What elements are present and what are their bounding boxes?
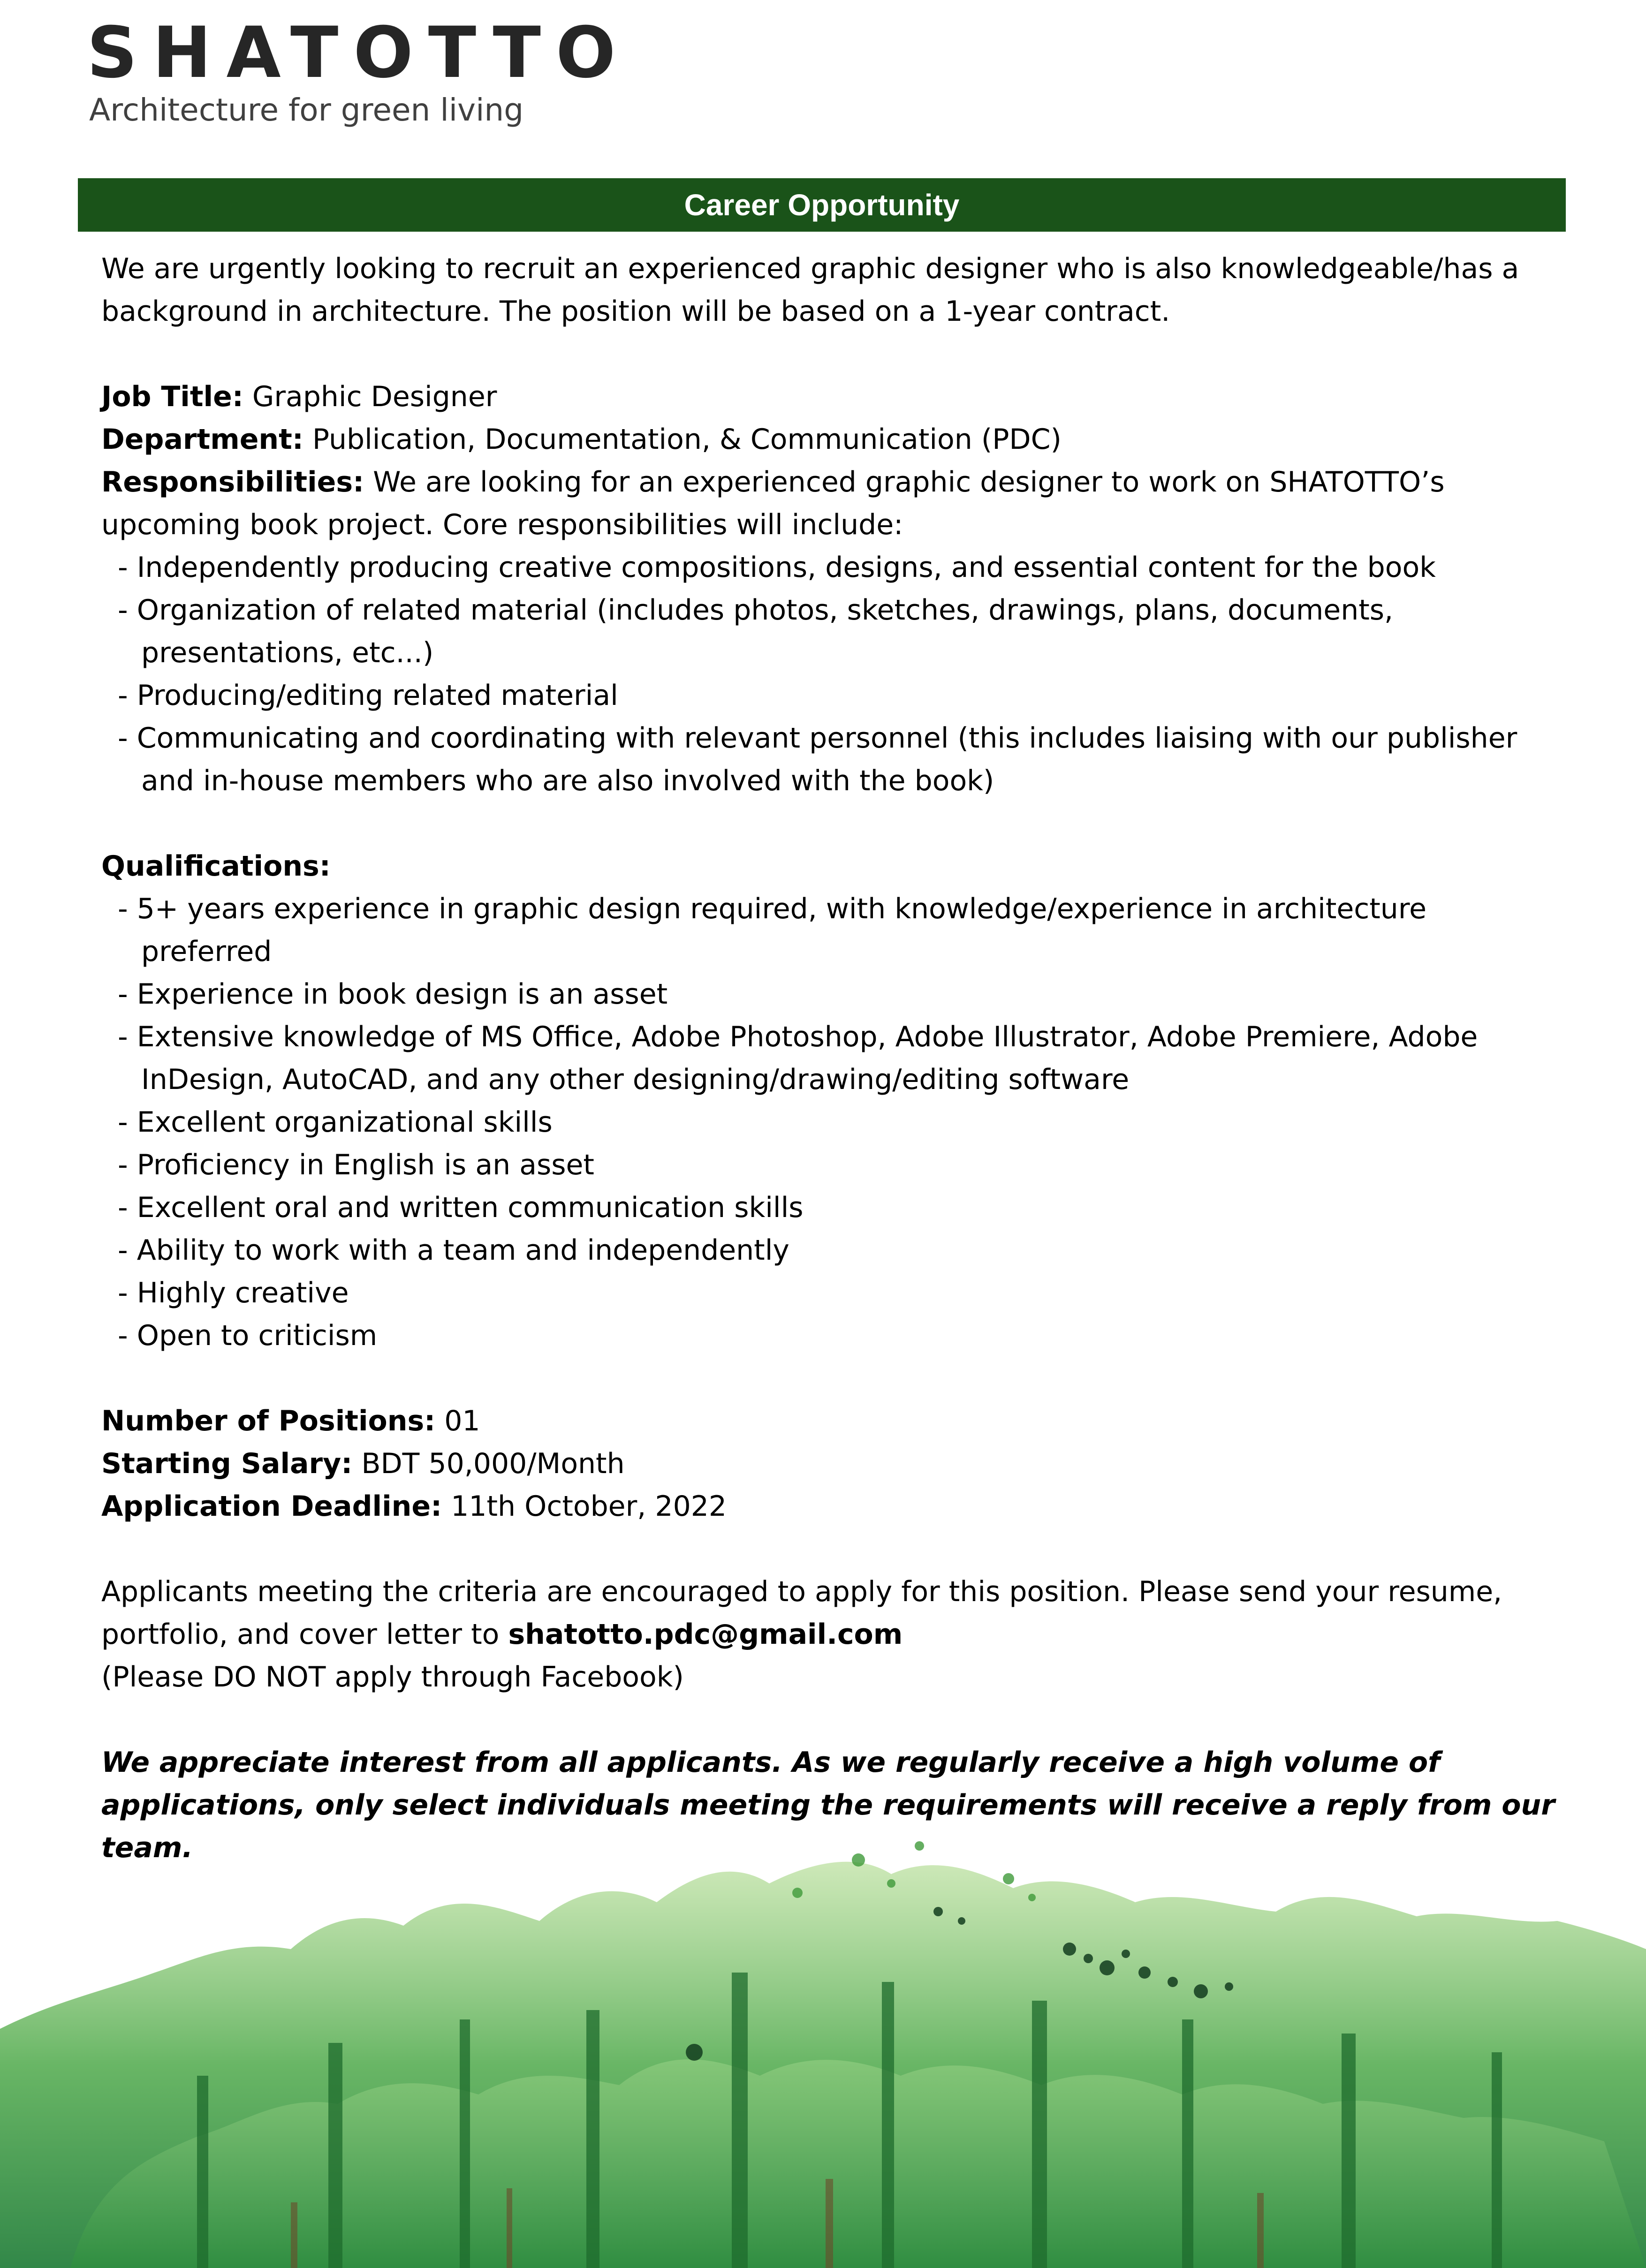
job-title-label: Job Title: bbox=[101, 380, 243, 413]
closing-statement: We appreciate interest from all applicants. As we regularly receive a high volume of applications, only select individuals meeting the requirements will receive a reply from our team. bbox=[101, 1746, 1555, 1864]
responsibilities-intro: We are looking for an experienced graphic designer to work on SHATOTTO’s upcoming book project. Core responsibilities will include: bbox=[101, 466, 1445, 541]
salary-label: Starting Salary: bbox=[101, 1447, 353, 1480]
list-item: - Proficiency in English is an asset bbox=[118, 1149, 594, 1181]
list-item: - Highly creative bbox=[118, 1277, 349, 1309]
career-banner: Career Opportunity bbox=[78, 178, 1566, 232]
responsibilities-list bbox=[101, 546, 1565, 802]
positions-value: 01 bbox=[444, 1405, 480, 1437]
intro-paragraph: We are urgently looking to recruit an experienced graphic designer who is also knowledgeable/has a background in architecture. The position will be based on a 1-year contract. bbox=[101, 252, 1519, 328]
apply-note: (Please DO NOT apply through Facebook) bbox=[101, 1661, 684, 1693]
salary-value: BDT 50,000/Month bbox=[361, 1447, 625, 1480]
qualifications-heading: Qualifications: bbox=[101, 850, 331, 883]
positions-line bbox=[101, 1400, 1565, 1443]
list-item: - Independently producing creative compositions, designs, and essential content for the book bbox=[118, 551, 1436, 584]
job-title-value: Graphic Designer bbox=[252, 380, 497, 413]
deadline-value: 11th October, 2022 bbox=[451, 1490, 727, 1523]
list-item: - 5+ years experience in graphic design required, with knowledge/experience in architecture preferred bbox=[118, 892, 1427, 968]
deadline-line bbox=[101, 1485, 1565, 1528]
responsibilities-label: Responsibilities: bbox=[101, 466, 364, 499]
job-posting-body bbox=[101, 248, 1565, 1869]
list-item: - Producing/editing related material bbox=[118, 679, 618, 712]
salary-line bbox=[101, 1443, 1565, 1485]
list-item: - Excellent oral and written communication skills bbox=[118, 1191, 804, 1224]
responsibilities-line bbox=[101, 461, 1565, 546]
qualifications-list bbox=[101, 888, 1565, 1357]
apply-text: Applicants meeting the criteria are encouraged to apply for this position. Please send your resume, portfolio, and cover letter to bbox=[101, 1575, 1502, 1651]
apply-email[interactable]: shatotto.pdc@gmail.com bbox=[508, 1618, 903, 1651]
deadline-label: Application Deadline: bbox=[101, 1490, 442, 1523]
green-watercolor-splash bbox=[0, 1832, 1646, 2268]
job-title-line bbox=[101, 376, 1565, 418]
list-item: - Open to criticism bbox=[118, 1319, 378, 1352]
department-line bbox=[101, 418, 1565, 461]
list-item: - Experience in book design is an asset bbox=[118, 978, 668, 1011]
department-value: Publication, Documentation, & Communication (PDC) bbox=[312, 423, 1062, 456]
logo-wordmark: SHATOTTO bbox=[87, 12, 631, 94]
positions-label: Number of Positions: bbox=[101, 1405, 436, 1437]
apply-paragraph bbox=[101, 1571, 1565, 1656]
list-item: - Excellent organizational skills bbox=[118, 1106, 553, 1139]
company-logo bbox=[87, 12, 631, 128]
logo-tagline: Architecture for green living bbox=[89, 92, 524, 128]
list-item: - Extensive knowledge of MS Office, Adobe Photoshop, Adobe Illustrator, Adobe Premiere, Adobe InDesign, AutoCAD, and any other designing/drawing/editing software bbox=[118, 1021, 1478, 1096]
list-item: - Ability to work with a team and independently bbox=[118, 1234, 789, 1267]
list-item: - Organization of related material (includes photos, sketches, drawings, plans, documents, presentations, etc...) bbox=[118, 594, 1394, 669]
department-label: Department: bbox=[101, 423, 303, 456]
list-item: - Communicating and coordinating with relevant personnel (this includes liaising with our publisher and in-house members who are also involved with the book) bbox=[118, 722, 1517, 797]
